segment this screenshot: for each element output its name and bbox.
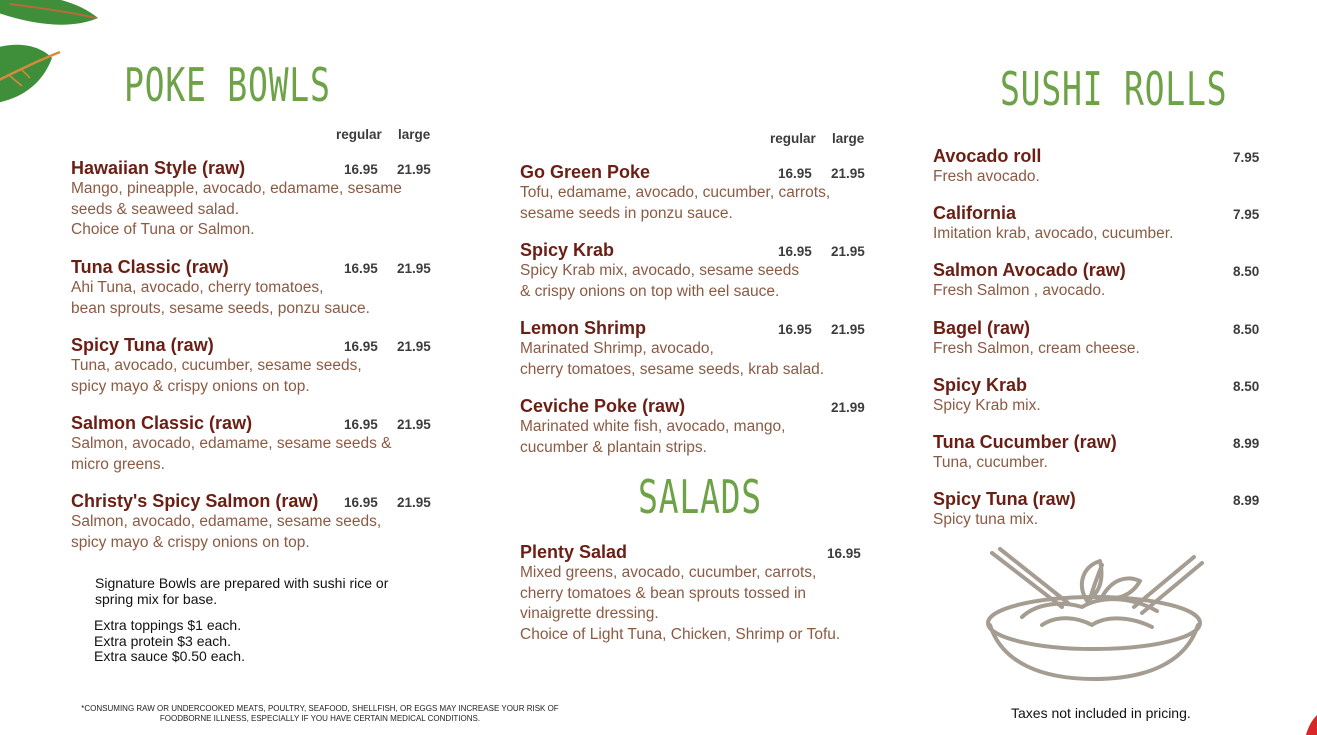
price-large: 21.95 — [397, 162, 431, 177]
poke-item-salmon-classic — [71, 413, 451, 475]
item-name: Bagel (raw) — [933, 318, 1031, 338]
item-description: Ahi Tuna, avocado, cherry tomatoes, bean sprouts, sesame seeds, ponzu sauce. — [71, 279, 370, 317]
poke2-size-labels — [770, 131, 864, 146]
size-label-large: large — [398, 127, 431, 142]
item-description: Fresh Salmon, cream cheese. — [933, 340, 1140, 357]
price-regular: 16.95 — [344, 261, 378, 276]
sushi-item-tuna-cucumber — [933, 432, 1273, 474]
signature-bowls-note: Signature Bowls are prepared with sushi rice or spring mix for base. — [95, 575, 389, 607]
item-name: Spicy Tuna (raw) — [933, 489, 1076, 509]
leaf-icon — [0, 0, 110, 110]
price-regular: 16.95 — [344, 495, 378, 510]
item-description: Salmon, avocado, edamame, sesame seeds & micro greens. — [71, 435, 392, 473]
item-description: Marinated Shrimp, avocado, cherry tomatoes, sesame seeds, krab salad. — [520, 340, 825, 378]
sushi-item-spicy-krab — [933, 375, 1273, 417]
poke-bowls-title: POKE BOWLS — [124, 58, 331, 112]
item-name: Salmon Classic (raw) — [71, 413, 253, 433]
poke-size-labels — [336, 127, 430, 142]
item-description: Spicy Krab mix, avocado, sesame seeds & crispy onions on top with eel sauce. — [520, 262, 800, 300]
sushi-item-spicy-tuna — [933, 489, 1273, 531]
price-regular: 16.95 — [778, 322, 812, 337]
item-name: Hawaiian Style (raw) — [71, 158, 246, 178]
item-description: Salmon, avocado, edamame, sesame seeds, spicy mayo & crispy onions on top. — [71, 513, 382, 551]
poke-item-spicy-tuna — [71, 335, 451, 397]
item-name: Tuna Classic (raw) — [71, 257, 229, 277]
poke-item-hawaiian — [71, 158, 451, 241]
price-large: 21.95 — [831, 166, 865, 181]
sushi-item-california — [933, 203, 1273, 245]
salads-title: SALADS — [638, 470, 762, 524]
item-description: Tofu, edamame, avocado, cucumber, carrots, sesame seeds in ponzu sauce. — [520, 184, 831, 222]
price: 8.50 — [1233, 322, 1260, 337]
price: 8.50 — [1233, 379, 1260, 394]
poke-item-tuna-classic — [71, 257, 451, 319]
poke-item-go-green — [520, 162, 890, 224]
price-large: 21.99 — [831, 400, 865, 415]
price-large: 21.95 — [397, 417, 431, 432]
price-regular: 16.95 — [344, 162, 378, 177]
poke-item-spicy-krab — [520, 240, 890, 302]
item-description: Tuna, cucumber. — [933, 454, 1048, 471]
item-name: Plenty Salad — [520, 542, 628, 562]
poke-item-lemon-shrimp — [520, 318, 890, 380]
price-regular: 16.95 — [778, 166, 812, 181]
size-label-regular: regular — [336, 127, 382, 142]
salad-item-plenty — [520, 542, 900, 645]
item-name: Spicy Krab — [520, 240, 615, 260]
item-description: Mixed greens, avocado, cucumber, carrots, cherry tomatoes & bean sprouts tossed in vinaigrette dressing. Choice of Light Tuna, Chicken, Shrimp or Tofu. — [520, 564, 841, 643]
price: 8.99 — [1233, 493, 1260, 508]
item-description: Tuna, avocado, cucumber, sesame seeds, spicy mayo & crispy onions on top. — [71, 357, 362, 395]
sushi-item-avocado-roll — [933, 146, 1273, 188]
item-name: Salmon Avocado (raw) — [933, 260, 1126, 280]
item-description: Mango, pineapple, avocado, edamame, sesame seeds & seaweed salad. Choice of Tuna or Salmon. — [71, 180, 402, 238]
sushi-rolls-title: SUSHI ROLLS — [1000, 62, 1228, 116]
item-name: Ceviche Poke (raw) — [520, 396, 686, 416]
price: 8.99 — [1233, 436, 1260, 451]
item-description: Fresh avocado. — [933, 168, 1040, 185]
price-regular: 16.95 — [344, 417, 378, 432]
item-description: Spicy Krab mix. — [933, 397, 1041, 414]
poke-bowl-icon — [982, 545, 1207, 685]
price: 16.95 — [827, 546, 861, 561]
item-name: Christy's Spicy Salmon (raw) — [71, 491, 319, 511]
item-description: Marinated white fish, avocado, mango, cucumber & plantain strips. — [520, 418, 786, 456]
item-name: California — [933, 203, 1017, 223]
price-large: 21.95 — [397, 261, 431, 276]
price-large: 21.95 — [831, 244, 865, 259]
item-description: Fresh Salmon , avocado. — [933, 282, 1106, 299]
item-description: Spicy tuna mix. — [933, 511, 1039, 528]
price-large: 21.95 — [397, 339, 431, 354]
price-regular: 16.95 — [344, 339, 378, 354]
item-name: Spicy Krab — [933, 375, 1028, 395]
corner-decoration — [1300, 715, 1317, 735]
sushi-item-salmon-avocado — [933, 260, 1273, 302]
item-name: Go Green Poke — [520, 162, 651, 182]
item-name: Lemon Shrimp — [520, 318, 647, 338]
price: 7.95 — [1233, 150, 1260, 165]
price-large: 21.95 — [831, 322, 865, 337]
price-large: 21.95 — [397, 495, 431, 510]
item-description: Imitation krab, avocado, cucumber. — [933, 225, 1174, 242]
poke-item-ceviche — [520, 396, 890, 458]
size-label-large: large — [832, 131, 865, 146]
poke-item-christys-spicy-salmon — [71, 491, 451, 553]
size-label-regular: regular — [770, 131, 816, 146]
taxes-note: Taxes not included in pricing. — [1011, 705, 1191, 721]
item-name: Avocado roll — [933, 146, 1042, 166]
item-name: Spicy Tuna (raw) — [71, 335, 214, 355]
extras-note: Extra toppings $1 each. Extra protein $3 each. Extra sauce $0.50 each. — [94, 617, 245, 664]
price-regular: 16.95 — [778, 244, 812, 259]
item-name: Tuna Cucumber (raw) — [933, 432, 1117, 452]
price: 7.95 — [1233, 207, 1260, 222]
sushi-item-bagel — [933, 318, 1273, 360]
raw-food-disclaimer: *CONSUMING RAW OR UNDERCOOKED MEATS, POULTRY, SEAFOOD, SHELLFISH, OR EGGS MAY INCREASE YOUR RISK OF FOODBORNE ILLNESS, ESPECIALLY IF YOU HAVE CERTAIN MEDICAL CONDITIONS. — [81, 704, 559, 723]
price: 8.50 — [1233, 264, 1260, 279]
